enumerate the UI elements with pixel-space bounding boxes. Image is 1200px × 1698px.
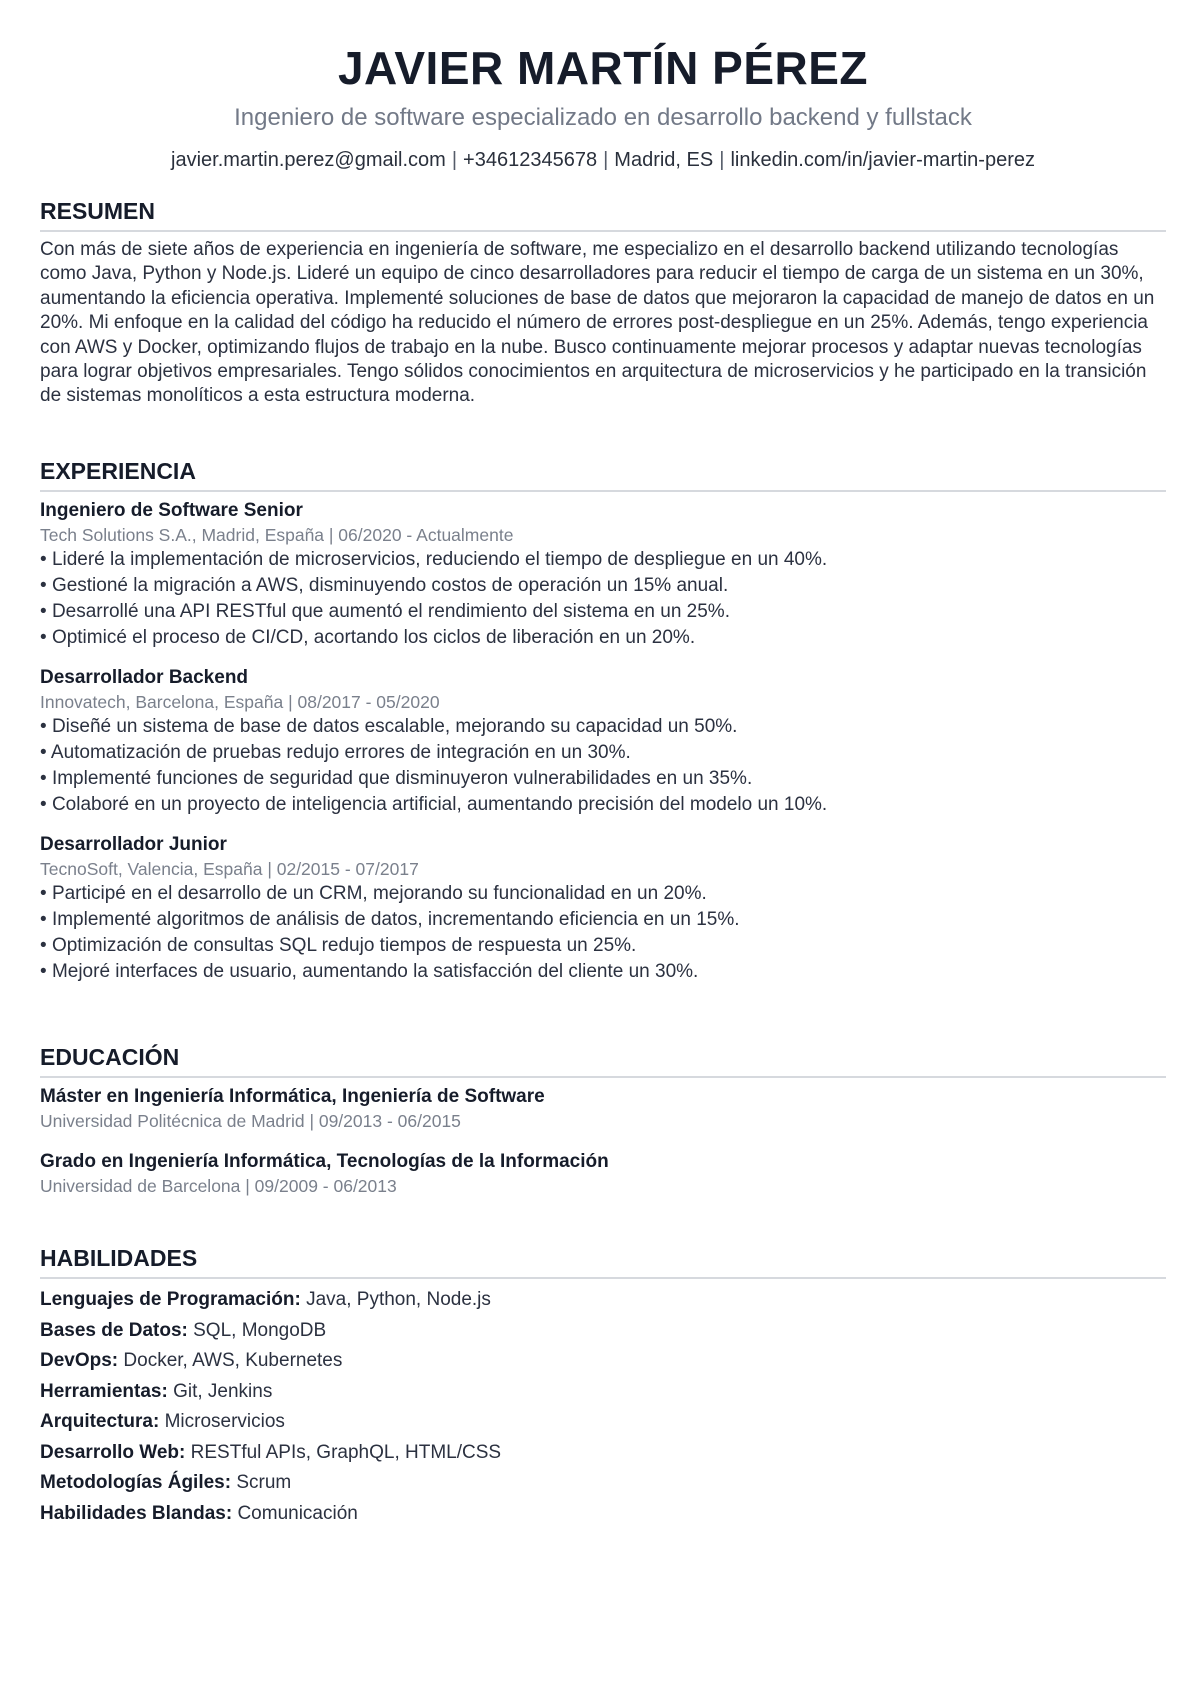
- skill-row: [40, 1407, 1166, 1438]
- contact-linkedin[interactable]: linkedin.com/in/javier-martin-perez: [730, 149, 1035, 171]
- skill-row: [40, 1438, 1166, 1469]
- skill-label: Desarrollo Web:: [40, 1441, 186, 1463]
- summary-text: Con más de siete años de experiencia en ingeniería de software, me especializo en el desarrollo backend utilizando tecnologías como Java, Python y Node.js. Lideré un equipo de cinco desarrolladores para reducir el tiempo de carga de un sistema en un 30%, aumentando la eficiencia operativa. Implementé soluciones de base de datos que mejoraron la capacidad de manejo de datos en un 20%. Mi enfoque en la calidad del código ha reducido el número de errores post-despliegue en un 25%. Además, tengo experiencia con AWS y Docker, optimizando flujos de trabajo en la nube. Busco continuamente mejorar procesos y adaptar nuevas tecnologías para lograr objetivos empresariales. Tengo sólidos conocimientos en arquitectura de microservicios y he participado en la transición de sistemas monolíticos a esta estructura moderna.: [40, 239, 1155, 407]
- contact-line: [40, 146, 1166, 174]
- degree-title: Grado en Ingeniería Informática, Tecnologías de la Información: [40, 1151, 609, 1172]
- skills-section: [40, 1243, 1166, 1529]
- job-bullet: • Diseñé un sistema de base de datos escalable, mejorando su capacidad un 50%.: [40, 714, 1166, 740]
- contact-separator: |: [603, 149, 609, 171]
- skill-row: [40, 1346, 1166, 1377]
- skill-label: Metodologías Ágiles:: [40, 1472, 232, 1493]
- job-entry: [40, 665, 1166, 818]
- job-title: Ingeniero de Software Senior: [40, 500, 303, 521]
- skill-row: [40, 1377, 1166, 1408]
- skill-value: SQL, MongoDB: [193, 1319, 327, 1341]
- contact-email[interactable]: javier.martin.perez@gmail.com: [171, 149, 446, 171]
- skill-label: Bases de Datos:: [40, 1319, 188, 1341]
- job-bullets: [40, 714, 1166, 818]
- education-entry: [40, 1084, 1166, 1133]
- section-title-education: EDUCACIÓN: [40, 1042, 1166, 1078]
- job-bullet: • Desarrollé una API RESTful que aumentó el rendimiento del sistema en un 25%.: [40, 599, 1166, 625]
- resume-header: [40, 40, 1166, 174]
- skill-label: Arquitectura:: [40, 1411, 160, 1432]
- job-bullet: • Lideré la implementación de microservicios, reduciendo el tiempo de despliegue en un 40%.: [40, 547, 1166, 573]
- job-title: Desarrollador Junior: [40, 834, 227, 855]
- skill-row: [40, 1468, 1166, 1499]
- job-bullets: [40, 547, 1166, 651]
- skill-row: [40, 1285, 1166, 1316]
- skill-value: Java, Python, Node.js: [306, 1289, 491, 1310]
- degree-title: Máster en Ingeniería Informática, Ingeniería de Software: [40, 1086, 545, 1107]
- summary-section: [40, 196, 1166, 409]
- skill-value: Scrum: [236, 1472, 292, 1493]
- job-meta: TecnoSoft, Valencia, España | 02/2015 - 07/2017: [40, 859, 419, 879]
- skill-label: DevOps:: [40, 1350, 119, 1371]
- job-bullet: • Mejoré interfaces de usuario, aumentando la satisfacción del cliente un 30%.: [40, 959, 1166, 985]
- education-entry: [40, 1149, 1166, 1198]
- job-bullet: • Optimización de consultas SQL redujo tiempos de respuesta un 25%.: [40, 933, 1166, 959]
- skill-label: Herramientas:: [40, 1380, 168, 1402]
- job-meta: Innovatech, Barcelona, España | 08/2017 - 05/2020: [40, 692, 440, 712]
- job-bullet: • Implementé funciones de seguridad que disminuyeron vulnerabilidades en un 35%.: [40, 766, 1166, 792]
- job-bullet: • Gestioné la migración a AWS, disminuyendo costos de operación un 15% anual.: [40, 573, 1166, 599]
- section-title-summary: RESUMEN: [40, 196, 1166, 232]
- skill-value: Microservicios: [164, 1411, 285, 1432]
- contact-separator: |: [451, 149, 458, 171]
- candidate-name: JAVIER MARTÍN PÉREZ: [337, 42, 869, 94]
- job-entry: [40, 498, 1166, 651]
- job-bullet: • Implementé algoritmos de análisis de datos, incrementando eficiencia en un 15%.: [40, 907, 1166, 933]
- contact-location: Madrid, ES: [614, 149, 714, 171]
- section-title-skills: HABILIDADES: [40, 1243, 1166, 1279]
- skill-value: Git, Jenkins: [173, 1380, 273, 1402]
- job-bullet: • Participé en el desarrollo de un CRM, mejorando su funcionalidad en un 20%.: [40, 881, 1166, 907]
- job-entry: [40, 832, 1166, 985]
- skill-label: Lenguajes de Programación:: [40, 1289, 301, 1310]
- job-bullet: • Colaboré en un proyecto de inteligencia artificial, aumentando precisión del modelo un 10%.: [40, 792, 1166, 818]
- skill-label: Habilidades Blandas:: [40, 1502, 233, 1524]
- candidate-headline: Ingeniero de software especializado en desarrollo backend y fullstack: [234, 104, 972, 131]
- job-title: Desarrollador Backend: [40, 667, 249, 688]
- resume-page: [40, 0, 1166, 1524]
- skill-value: RESTful APIs, GraphQL, HTML/CSS: [190, 1441, 502, 1463]
- degree-meta: Universidad de Barcelona | 09/2009 - 06/2013: [40, 1176, 397, 1196]
- degree-meta: Universidad Politécnica de Madrid | 09/2013 - 06/2015: [40, 1111, 461, 1131]
- job-bullet: • Optimicé el proceso de CI/CD, acortando los ciclos de liberación en un 20%.: [40, 625, 1166, 651]
- experience-section: [40, 456, 1166, 999]
- job-meta: Tech Solutions S.A., Madrid, España | 06/2020 - Actualmente: [40, 525, 514, 545]
- skill-value: Docker, AWS, Kubernetes: [123, 1350, 343, 1371]
- section-title-experience: EXPERIENCIA: [40, 456, 1166, 492]
- skill-row: [40, 1316, 1166, 1347]
- job-bullet: • Automatización de pruebas redujo errores de integración en un 30%.: [40, 740, 1166, 766]
- contact-separator: |: [719, 149, 725, 171]
- contact-phone[interactable]: +34612345678: [463, 149, 598, 171]
- skill-row: [40, 1499, 1166, 1530]
- education-section: [40, 1042, 1166, 1214]
- skill-value: Comunicación: [237, 1502, 358, 1524]
- job-bullets: [40, 881, 1166, 985]
